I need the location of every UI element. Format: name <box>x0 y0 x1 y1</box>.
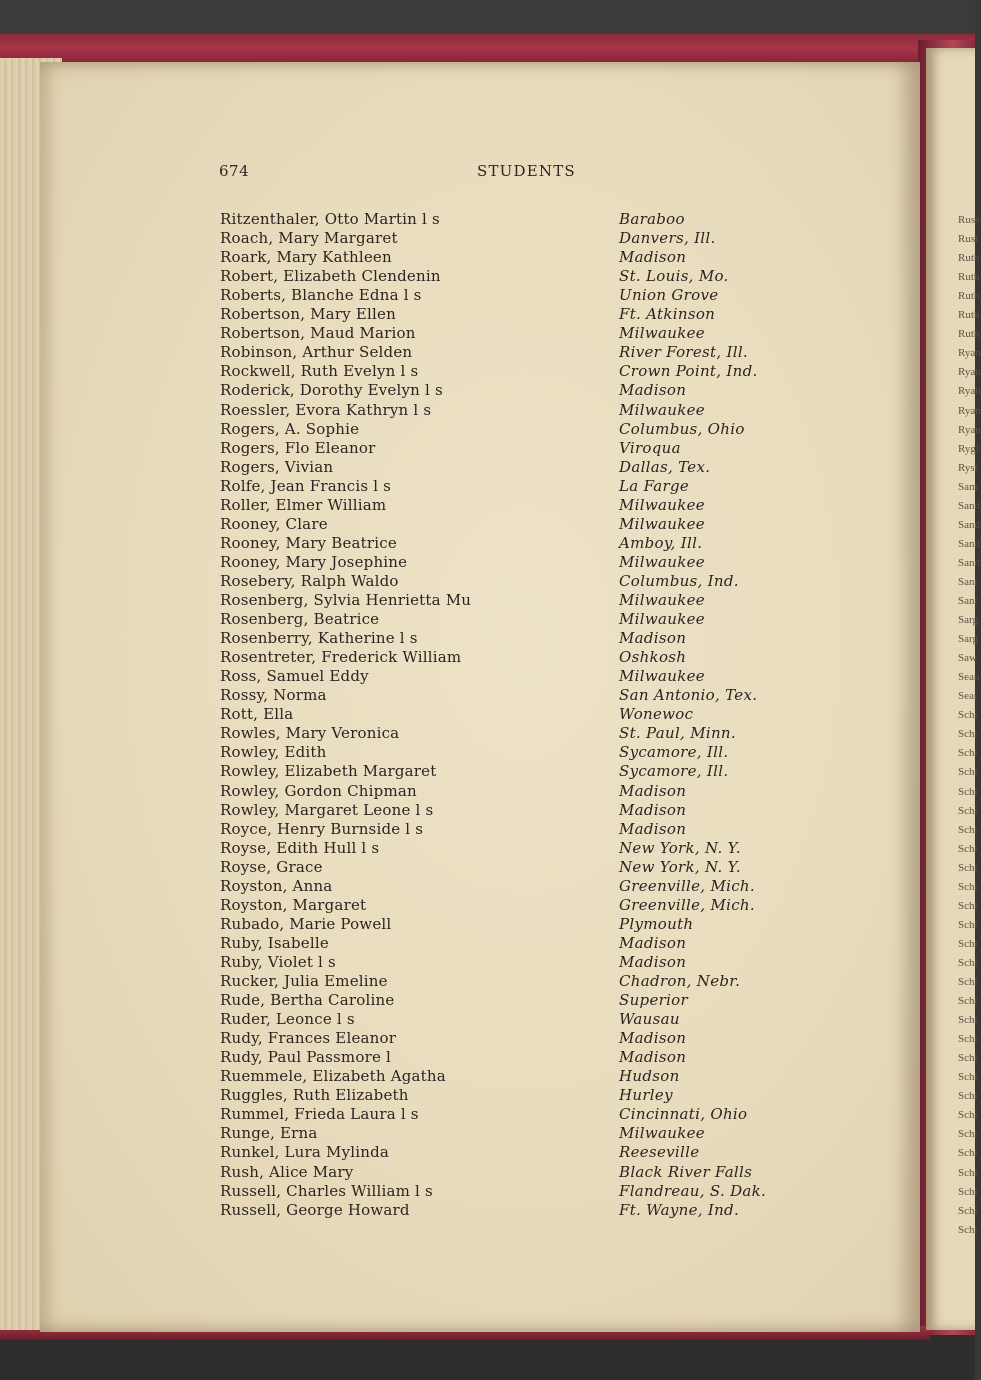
student-hometown: Black River Falls <box>619 1163 753 1181</box>
student-name: Robertson, Maud Marion <box>220 324 416 342</box>
student-hometown: New York, N. Y. <box>619 858 741 876</box>
adjacent-page-fragment: Ruth <box>958 328 980 340</box>
student-hometown: Madison <box>619 782 687 800</box>
adjacent-page-fragment: Ruth <box>958 252 980 264</box>
student-hometown: River Forest, Ill. <box>619 343 748 361</box>
student-name: Roessler, Evora Kathryn l s <box>220 401 432 419</box>
adjacent-page-fragment: Ryan <box>958 405 981 417</box>
student-hometown: Ft. Wayne, Ind. <box>619 1201 740 1219</box>
adjacent-page-fragment: Ryan <box>958 366 981 378</box>
adjacent-page-strip <box>926 48 981 1330</box>
student-name: Rolfe, Jean Francis l s <box>220 477 392 495</box>
student-name: Rudy, Frances Eleanor <box>220 1029 397 1047</box>
student-name: Rude, Bertha Caroline <box>220 991 395 1009</box>
page-number: 674 <box>219 162 250 180</box>
student-name: Roberts, Blanche Edna l s <box>220 286 422 304</box>
student-hometown: Madison <box>619 381 687 399</box>
student-name: Rush, Alice Mary <box>220 1163 354 1181</box>
adjacent-page-fragment: Sarg <box>958 614 978 626</box>
student-hometown: San Antonio, Tex. <box>619 686 758 704</box>
student-name: Rosentreter, Frederick William <box>220 648 462 666</box>
student-name: Rogers, Flo Eleanor <box>220 439 376 457</box>
student-hometown: La Farge <box>619 477 690 495</box>
adjacent-page-fragment: Russ <box>958 214 980 226</box>
student-hometown: Reeseville <box>619 1143 700 1161</box>
student-name: Rowley, Elizabeth Margaret <box>220 762 437 780</box>
student-hometown: St. Paul, Minn. <box>619 724 736 742</box>
student-hometown: Ft. Atkinson <box>619 305 716 323</box>
student-hometown: Milwaukee <box>619 667 705 685</box>
student-hometown: Columbus, Ohio <box>619 420 745 438</box>
student-hometown: Madison <box>619 934 687 952</box>
book-page <box>40 62 920 1332</box>
student-hometown: Crown Point, Ind. <box>619 362 758 380</box>
student-hometown: Plymouth <box>619 915 694 933</box>
student-hometown: Milwaukee <box>619 515 705 533</box>
student-name: Ruder, Leonce l s <box>220 1010 355 1028</box>
adjacent-page-fragment: Rygl <box>958 443 979 455</box>
student-name: Ruemmele, Elizabeth Agatha <box>220 1067 446 1085</box>
student-hometown: Milwaukee <box>619 610 705 628</box>
adjacent-page-fragment: Schi <box>958 728 978 740</box>
student-name: Royse, Edith Hull l s <box>220 839 380 857</box>
student-hometown: Hurley <box>619 1086 673 1104</box>
student-hometown: Sycamore, Ill. <box>619 762 729 780</box>
adjacent-page-fragment: Sam <box>958 481 978 493</box>
student-name: Rogers, Vivian <box>220 458 334 476</box>
adjacent-page-fragment: Schi <box>958 1128 978 1140</box>
student-name: Rucker, Julia Emeline <box>220 972 388 990</box>
student-hometown: Wausau <box>619 1010 680 1028</box>
student-hometown: Chadron, Nebr. <box>619 972 741 990</box>
student-name: Roller, Elmer William <box>220 496 387 514</box>
student-name: Rummel, Frieda Laura l s <box>220 1105 419 1123</box>
student-name: Russell, George Howard <box>220 1201 410 1219</box>
adjacent-page-fragment: Ruth <box>958 290 980 302</box>
adjacent-page-fragment: Sand <box>958 538 980 550</box>
adjacent-page-fragment: Schl <box>958 881 978 893</box>
student-hometown: Cincinnati, Ohio <box>619 1105 748 1123</box>
student-hometown: Madison <box>619 820 687 838</box>
student-hometown: New York, N. Y. <box>619 839 741 857</box>
student-hometown: Greenville, Mich. <box>619 896 755 914</box>
student-name: Runkel, Lura Mylinda <box>220 1143 390 1161</box>
student-hometown: Hudson <box>619 1067 680 1085</box>
student-hometown: Sycamore, Ill. <box>619 743 729 761</box>
student-name: Royston, Anna <box>220 877 333 895</box>
student-name: Runge, Erna <box>220 1124 318 1142</box>
adjacent-page-fragment: Schi <box>958 1052 978 1064</box>
adjacent-page-fragment: Schl <box>958 919 978 931</box>
adjacent-page-fragment: Schi <box>958 824 978 836</box>
adjacent-page-fragment: Schi <box>958 1033 978 1045</box>
student-name: Rooney, Clare <box>220 515 328 533</box>
running-title: STUDENTS <box>477 162 576 180</box>
adjacent-page-fragment: Ryst <box>958 462 978 474</box>
student-hometown: Amboy, Ill. <box>619 534 703 552</box>
student-name: Rudy, Paul Passmore l <box>220 1048 391 1066</box>
student-name: Rosenberg, Sylvia Henrietta Mu <box>220 591 472 609</box>
student-name: Robertson, Mary Ellen <box>220 305 396 323</box>
adjacent-page-fragment: Schi <box>958 786 978 798</box>
student-hometown: Columbus, Ind. <box>619 572 739 590</box>
adjacent-page-fragment: Schi <box>958 747 978 759</box>
student-name: Rossy, Norma <box>220 686 327 704</box>
student-hometown: Dallas, Tex. <box>619 458 711 476</box>
student-name: Rogers, A. Sophie <box>220 420 360 438</box>
student-hometown: Milwaukee <box>619 401 705 419</box>
student-hometown: St. Louis, Mo. <box>619 267 729 285</box>
backdrop-top <box>0 0 975 36</box>
student-name: Ruby, Isabelle <box>220 934 329 952</box>
adjacent-page-fragment: Sear <box>958 690 978 702</box>
adjacent-page-fragment: Ryan <box>958 424 981 436</box>
adjacent-page-fragment: Sand <box>958 557 980 569</box>
student-name: Ruggles, Ruth Elizabeth <box>220 1086 409 1104</box>
student-name: Roach, Mary Margaret <box>220 229 398 247</box>
student-name: Roderick, Dorothy Evelyn l s <box>220 381 443 399</box>
student-hometown: Danvers, Ill. <box>619 229 716 247</box>
adjacent-page-fragment: Schl <box>958 976 978 988</box>
student-name: Rosenberg, Beatrice <box>220 610 380 628</box>
adjacent-page-fragment: Schl <box>958 957 978 969</box>
adjacent-page-fragment: Schi <box>958 843 978 855</box>
student-hometown: Milwaukee <box>619 591 705 609</box>
adjacent-page-fragment: Schl <box>958 938 978 950</box>
adjacent-page-fragment: Sanr <box>958 595 979 607</box>
adjacent-page-fragment: Schi <box>958 1167 978 1179</box>
student-name: Rosenberry, Katherine l s <box>220 629 418 647</box>
student-hometown: Madison <box>619 248 687 266</box>
student-name: Rowles, Mary Veronica <box>220 724 400 742</box>
student-hometown: Milwaukee <box>619 553 705 571</box>
adjacent-page-fragment: Schi <box>958 1014 978 1026</box>
student-hometown: Flandreau, S. Dak. <box>619 1182 767 1200</box>
student-hometown: Madison <box>619 1048 687 1066</box>
adjacent-page-fragment: Schi <box>958 805 978 817</box>
student-name: Rott, Ella <box>220 705 294 723</box>
student-name: Ritzenthaler, Otto Martin l s <box>220 210 440 228</box>
student-hometown: Superior <box>619 991 688 1009</box>
adjacent-page-fragment: Schi <box>958 1186 978 1198</box>
adjacent-page-fragment: Sanr <box>958 576 979 588</box>
student-hometown: Oshkosh <box>619 648 687 666</box>
student-hometown: Wonewoc <box>619 705 694 723</box>
student-hometown: Viroqua <box>619 439 681 457</box>
student-name: Robinson, Arthur Selden <box>220 343 413 361</box>
adjacent-page-fragment: Schi <box>958 1147 978 1159</box>
student-name: Russell, Charles William l s <box>220 1182 433 1200</box>
student-name: Rooney, Mary Beatrice <box>220 534 397 552</box>
adjacent-page-fragment: Ruth <box>958 271 980 283</box>
student-name: Ruby, Violet l s <box>220 953 336 971</box>
student-hometown: Milwaukee <box>619 496 705 514</box>
student-name: Ross, Samuel Eddy <box>220 667 369 685</box>
adjacent-page-fragment: Schi <box>958 862 978 874</box>
adjacent-page-fragment: Schi <box>958 1109 978 1121</box>
student-name: Rosebery, Ralph Waldo <box>220 572 399 590</box>
adjacent-page-fragment: Sarg <box>958 633 978 645</box>
adjacent-page-fragment: Schi <box>958 1224 978 1236</box>
student-hometown: Baraboo <box>619 210 685 228</box>
student-name: Royston, Margaret <box>220 896 367 914</box>
student-hometown: Milwaukee <box>619 1124 705 1142</box>
adjacent-page-fragment: Rust <box>958 233 979 245</box>
student-hometown: Madison <box>619 953 687 971</box>
student-name: Rooney, Mary Josephine <box>220 553 408 571</box>
adjacent-page-fragment: Ryan <box>958 347 981 359</box>
student-name: Rowley, Edith <box>220 743 327 761</box>
adjacent-page-fragment: Schi <box>958 1071 978 1083</box>
student-hometown: Madison <box>619 629 687 647</box>
student-name: Rowley, Margaret Leone l s <box>220 801 434 819</box>
adjacent-page-fragment: Schi <box>958 1205 978 1217</box>
adjacent-page-fragment: Schl <box>958 900 978 912</box>
adjacent-page-fragment: Schi <box>958 766 978 778</box>
student-hometown: Union Grove <box>619 286 719 304</box>
student-name: Rubado, Marie Powell <box>220 915 392 933</box>
adjacent-page-fragment: Sand <box>958 500 980 512</box>
backdrop-bottom <box>0 1335 975 1380</box>
adjacent-page-fragment: Schi <box>958 709 978 721</box>
student-name: Royce, Henry Burnside l s <box>220 820 424 838</box>
student-hometown: Madison <box>619 1029 687 1047</box>
adjacent-page-fragment: Saw <box>958 652 977 664</box>
adjacent-page-fragment: Sean <box>958 671 980 683</box>
student-name: Rowley, Gordon Chipman <box>220 782 417 800</box>
student-name: Robert, Elizabeth Clendenin <box>220 267 441 285</box>
student-hometown: Greenville, Mich. <box>619 877 755 895</box>
adjacent-page-fragment: Schi <box>958 1090 978 1102</box>
student-name: Rockwell, Ruth Evelyn l s <box>220 362 419 380</box>
adjacent-page-fragment: Sand <box>958 519 980 531</box>
student-name: Roark, Mary Kathleen <box>220 248 392 266</box>
adjacent-page-fragment: Schr <box>958 995 979 1007</box>
student-name: Royse, Grace <box>220 858 323 876</box>
adjacent-page-fragment: Ruth <box>958 309 980 321</box>
student-hometown: Madison <box>619 801 687 819</box>
student-hometown: Milwaukee <box>619 324 705 342</box>
adjacent-page-fragment: Ryan <box>958 385 981 397</box>
